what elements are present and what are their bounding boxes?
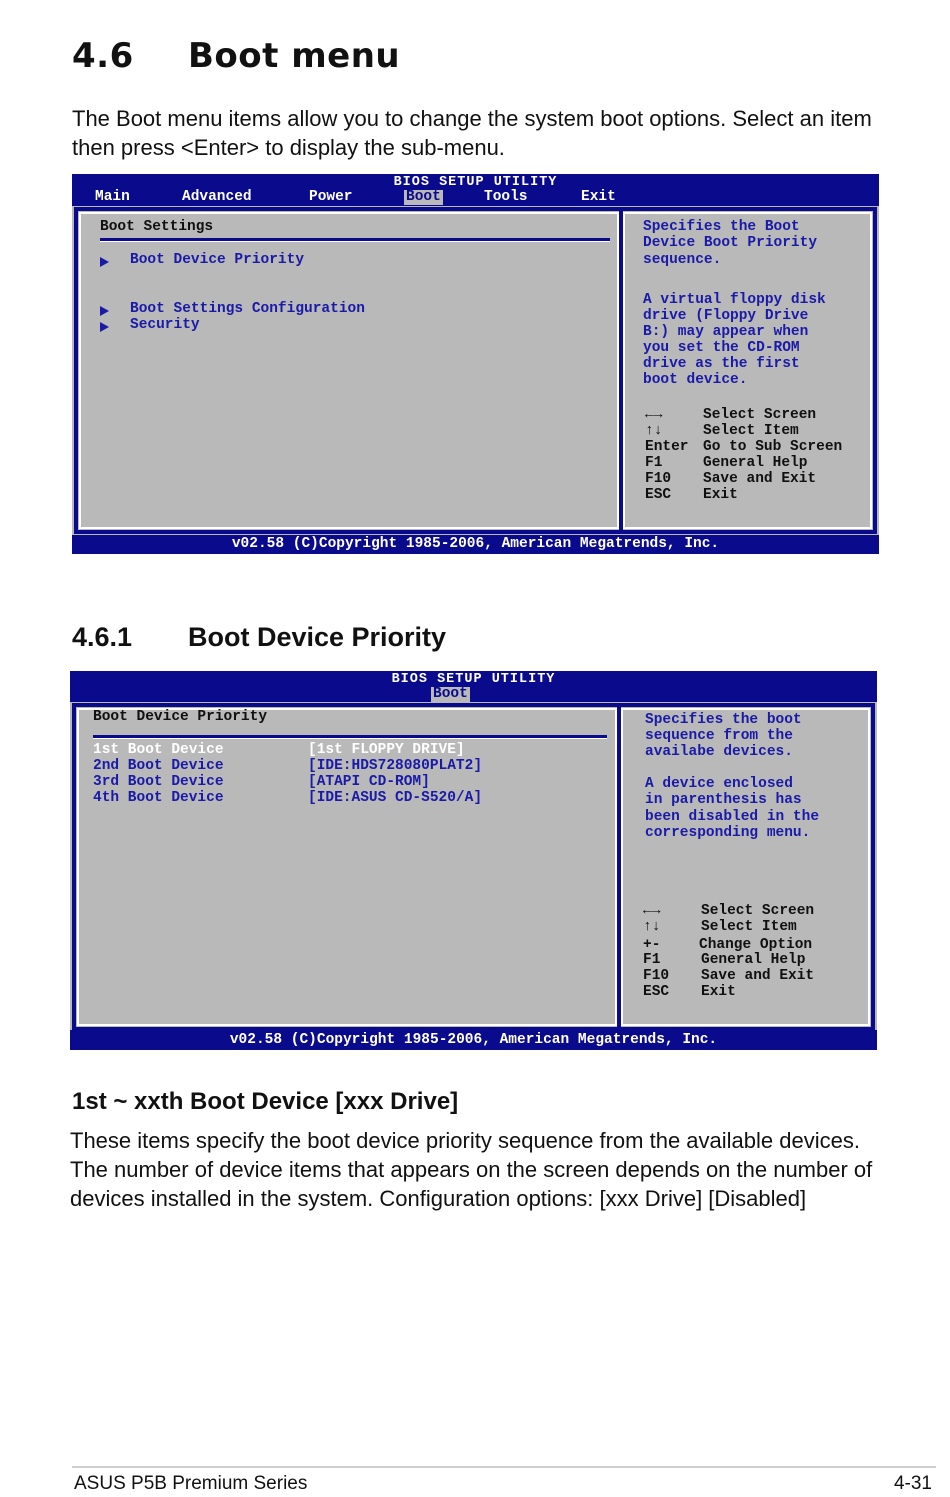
key-name: ESC [645,487,672,503]
footer-page-number: 4-31 [893,1473,932,1494]
subsection-title: Boot Device Priority [188,622,447,652]
boot-device-value[interactable]: [ATAPI CD-ROM] [308,774,430,790]
help-line: corresponding menu. [645,825,811,841]
help-line: drive as the first [643,356,800,372]
key-desc: Select Screen [701,903,815,919]
menu-boot[interactable]: Boot [406,189,441,205]
help-line: Device Boot Priority [643,235,818,251]
help-line: availabe devices. [645,744,793,760]
help-line: B:) may appear when [643,324,809,340]
key-desc: General Help [703,455,808,471]
bios-top-bar [70,671,877,702]
key-up-down-icon: ↑↓ [643,919,661,935]
boot-device-label[interactable]: 1st Boot Device [93,742,224,758]
bios-menu-bar [72,190,879,206]
item-heading: 1st ~ xxth Boot Device [xxx Drive] [72,1088,459,1115]
help-line: you set the CD-ROM [643,340,800,356]
boot-device-value[interactable]: [IDE:HDS728080PLAT2] [308,758,483,774]
key-desc: Select Item [703,423,799,439]
menu-advanced[interactable]: Advanced [182,189,252,205]
help-line: been disabled in the [645,809,820,825]
bios-copyright-bar: v02.58 (C)Copyright 1985-2006, American Megatrends, Inc. [72,535,879,554]
boot-device-value[interactable]: [1st FLOPPY DRIVE] [308,742,465,758]
bios-title-separator [100,238,610,242]
key-name: F10 [645,471,672,487]
menu-main[interactable]: Main [95,189,130,205]
footer-divider [72,1466,936,1468]
help-line: A device enclosed [645,776,793,792]
section-title: Boot menu [188,36,401,76]
key-desc: Save and Exit [703,471,817,487]
bios-panel-title: Boot Device Priority [93,709,268,725]
menu-tools[interactable]: Tools [484,189,528,205]
menu-boot[interactable]: Boot [433,686,468,702]
bios-item-boot-settings-configuration[interactable]: Boot Settings Configuration [130,301,365,317]
section-number: 4.6 [72,36,134,76]
boot-device-label[interactable]: 3rd Boot Device [93,774,224,790]
key-name: F1 [643,952,661,968]
boot-device-value[interactable]: [IDE:ASUS CD-S520/A] [308,790,483,806]
key-desc: Change Option [699,937,813,953]
help-line: A virtual floppy disk [643,292,826,308]
help-line: drive (Floppy Drive [643,308,809,324]
help-line: sequence from the [645,728,793,744]
boot-device-label[interactable]: 4th Boot Device [93,790,224,806]
help-line: boot device. [643,372,748,388]
key-plus-minus-icon: +- [643,937,661,953]
key-name: Enter [645,439,689,455]
key-name: F1 [645,455,663,471]
bios-top-bar [72,174,879,206]
bios-item-boot-device-priority[interactable]: Boot Device Priority [130,252,305,268]
help-line: in parenthesis has [645,792,802,808]
key-name: ESC [643,984,670,1000]
key-desc: General Help [701,952,806,968]
bios-panel-title: Boot Settings [100,219,214,235]
bios-utility-title: BIOS SETUP UTILITY [391,672,556,687]
key-desc: Select Item [701,919,797,935]
footer-product: ASUS P5B Premium Series [74,1473,308,1494]
key-up-down-icon: ↑↓ [645,423,663,439]
bios-item-security[interactable]: Security [130,317,200,333]
help-line: Specifies the Boot [643,219,800,235]
bios-copyright-bar: v02.58 (C)Copyright 1985-2006, American Megatrends, Inc. [70,1030,877,1050]
bios-boot-screen [72,174,879,554]
subsection-number: 4.6.1 [72,622,133,652]
key-desc: Go to Sub Screen [703,439,843,455]
help-line: Specifies the boot [645,712,802,728]
boot-device-label[interactable]: 2nd Boot Device [93,758,224,774]
key-desc: Exit [703,487,738,503]
menu-power[interactable]: Power [309,189,353,205]
subsection-heading [72,622,446,653]
submenu-arrow-icon [100,306,109,316]
bios-boot-device-priority-screen [70,671,877,1050]
key-desc: Select Screen [703,407,817,423]
submenu-arrow-icon [100,322,109,332]
key-left-right-icon: ←→ [643,903,661,919]
key-name: F10 [643,968,670,984]
menu-exit[interactable]: Exit [581,189,616,205]
item-description: These items specify the boot device priority sequence from the available devices. The number of device items that appears on the screen depends on the number of devices installed in the system. Configuration options: [xxx Drive] [Disabled] [70,1128,873,1211]
bios-utility-title: BIOS SETUP UTILITY [393,175,558,190]
bios-menu-bar [70,687,877,703]
key-desc: Exit [701,984,736,1000]
help-line: sequence. [643,252,722,268]
key-desc: Save and Exit [701,968,815,984]
bios-title-separator [93,735,607,739]
key-left-right-icon: ←→ [645,407,663,423]
section-heading [72,36,400,76]
submenu-arrow-icon [100,257,109,267]
intro-paragraph: The Boot menu items allow you to change the system boot options. Select an item then press <Enter> to display the sub-menu. [72,106,872,160]
